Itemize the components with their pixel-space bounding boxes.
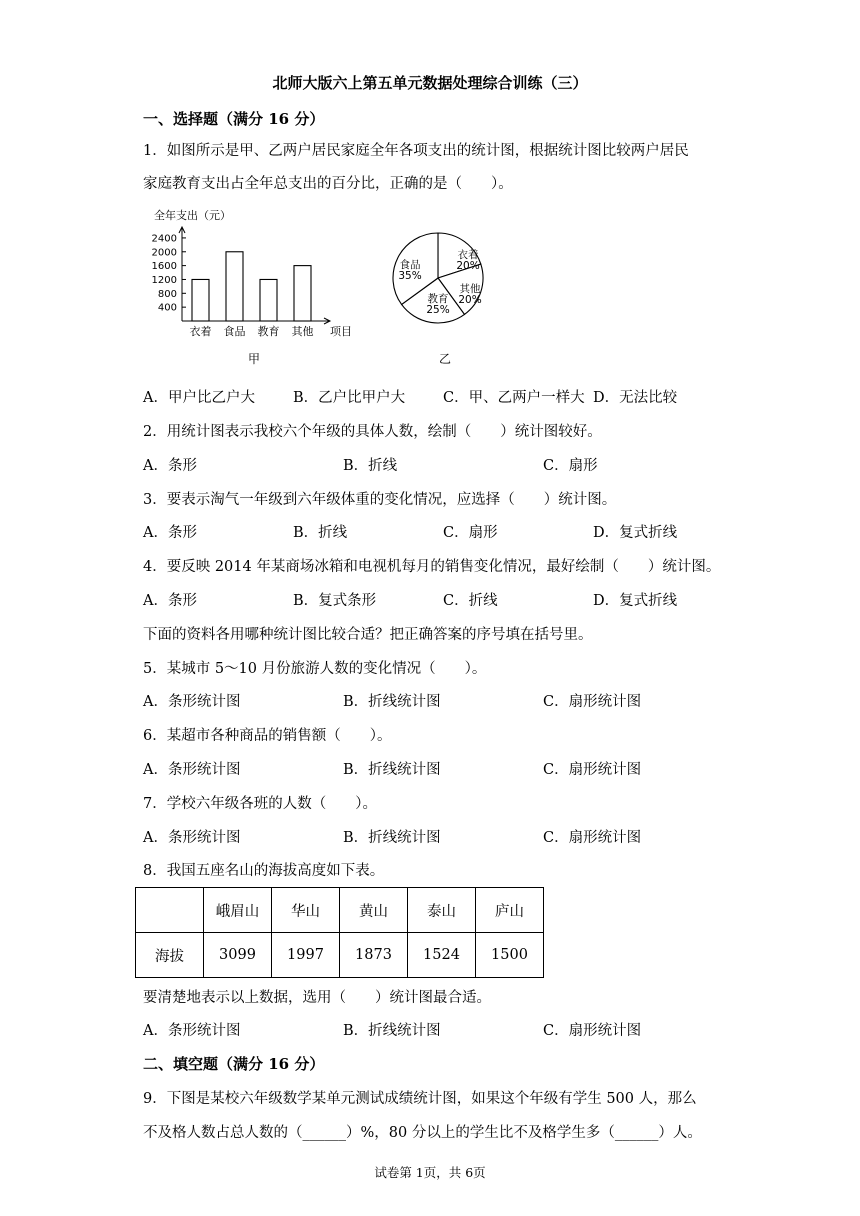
q8-option-b[interactable]: B．折线统计图 (343, 1023, 441, 1039)
table-cell: 1500 (476, 933, 544, 978)
y-tick-label: 1200 (151, 274, 177, 286)
question-1-line-1: 1．如图所示是甲、乙两户居民家庭全年各项支出的统计图，根据统计图比较两户居民 (143, 143, 689, 159)
q8-option-c[interactable]: C．扇形统计图 (543, 1023, 642, 1039)
bar-chart-ticks (152, 233, 186, 313)
q4-option-d[interactable]: D．复式折线 (593, 593, 678, 609)
q3-option-c[interactable]: C．扇形 (443, 525, 498, 541)
q7-option-b[interactable]: B．折线统计图 (343, 830, 441, 846)
table-cell (136, 888, 204, 933)
bar-chart-bars (192, 252, 311, 321)
q5-option-c[interactable]: C．扇形统计图 (543, 694, 642, 710)
bar-衣着 (192, 279, 209, 321)
bar-chart-xlabel: 项目 (330, 325, 352, 338)
q1-option-c[interactable]: C．甲、乙两户一样大 (443, 390, 585, 406)
x-tick-label: 其他 (291, 325, 314, 338)
pie-chart-caption: 乙 (439, 352, 452, 366)
q1-option-a[interactable]: A．甲户比乙户大 (143, 390, 255, 406)
question-5-options (143, 693, 743, 711)
q1-option-b[interactable]: B．乙户比甲户大 (293, 390, 406, 406)
question-3-options (143, 524, 743, 542)
question-8-stem: 8．我国五座名山的海拔高度如下表。 (143, 863, 385, 879)
bar-chart-caption: 甲 (248, 352, 261, 366)
question-7-stem: 7．学校六年级各班的人数（ ）。 (143, 796, 377, 812)
q3-option-d[interactable]: D．复式折线 (593, 525, 678, 541)
question-8-options (143, 1022, 743, 1040)
q6-option-b[interactable]: B．折线统计图 (343, 762, 441, 778)
pie-label: 教育 (427, 293, 449, 305)
pie-label: 食品 (399, 259, 421, 271)
question-1-options (143, 389, 743, 407)
bar-chart-ylabel: 全年支出（元） (154, 209, 231, 222)
q4-option-a[interactable]: A．条形 (143, 593, 197, 609)
table-cell: 海拔 (136, 933, 204, 978)
table-cell: 黄山 (340, 888, 408, 933)
bar-chart-jia (140, 205, 380, 370)
question-4-stem: 4．要反映 2014 年某商场冰箱和电视机每月的销售变化情况，最好绘制（ ）统计图。 (143, 559, 721, 575)
q2-option-b[interactable]: B．折线 (343, 458, 398, 474)
question-7-options (143, 829, 743, 847)
q5-option-a[interactable]: A．条形统计图 (143, 694, 241, 710)
x-tick-label: 食品 (223, 325, 246, 338)
q2-option-c[interactable]: C．扇形 (543, 458, 598, 474)
q8-option-a[interactable]: A．条形统计图 (143, 1023, 241, 1039)
question-2-options (143, 457, 743, 475)
bar-chart-xlabels (190, 324, 314, 338)
table-cell: 华山 (272, 888, 340, 933)
pie-percent-label: 20% (456, 260, 480, 272)
x-tick-label: 衣着 (189, 325, 212, 338)
y-tick-label: 2400 (151, 233, 177, 245)
table-cell: 峨眉山 (204, 888, 272, 933)
table-row (136, 933, 544, 978)
pie-percent-label: 20% (458, 294, 482, 306)
page-title: 北师大版六上第五单元数据处理综合训练（三） (272, 74, 588, 92)
q3-option-a[interactable]: A．条形 (143, 525, 197, 541)
y-tick-label: 400 (157, 302, 177, 314)
q4-option-b[interactable]: B．复式条形 (293, 593, 377, 609)
q7-option-a[interactable]: A．条形统计图 (143, 830, 241, 846)
question-6-options (143, 761, 743, 779)
question-1-line-2: 家庭教育支出占全年总支出的百分比，正确的是（ ）。 (143, 176, 513, 192)
q6-option-c[interactable]: C．扇形统计图 (543, 762, 642, 778)
y-tick-label: 2000 (151, 247, 177, 259)
section-intro: 下面的资料各用哪种统计图比较合适？把正确答案的序号填在括号里。 (143, 627, 593, 643)
q6-option-a[interactable]: A．条形统计图 (143, 762, 241, 778)
table-cell: 1873 (340, 933, 408, 978)
question-2-stem: 2．用统计图表示我校六个年级的具体人数，绘制（ ）统计图较好。 (143, 424, 602, 440)
question-3-stem: 3．要表示淘气一年级到六年级体重的变化情况，应选择（ ）统计图。 (143, 492, 617, 508)
q7-option-c[interactable]: C．扇形统计图 (543, 830, 642, 846)
mountain-height-table (135, 887, 544, 978)
table-cell: 泰山 (408, 888, 476, 933)
question-4-options (143, 592, 743, 610)
q5-option-b[interactable]: B．折线统计图 (343, 694, 441, 710)
q4-option-c[interactable]: C．折线 (443, 593, 498, 609)
bar-教育 (260, 279, 277, 321)
section-fill-heading: 二、填空题（满分 16 分） (143, 1055, 325, 1073)
question-9-line-2: 不及格人数占总人数的（______）%，80 分以上的学生比不及格学生多（______）人。 (143, 1125, 702, 1141)
table-cell: 庐山 (476, 888, 544, 933)
y-tick-label: 1600 (151, 261, 177, 273)
table-cell: 1997 (272, 933, 340, 978)
pie-chart-yi (390, 230, 500, 370)
q3-option-b[interactable]: B．折线 (293, 525, 348, 541)
page-footer: 试卷第 1页，共 6页 (374, 1165, 486, 1180)
table-cell: 3099 (204, 933, 272, 978)
question-5-stem: 5．某城市 5～10 月份旅游人数的变化情况（ ）。 (143, 661, 487, 677)
table-cell: 1524 (408, 933, 476, 978)
q1-option-d[interactable]: D．无法比较 (593, 390, 678, 406)
y-tick-label: 800 (157, 288, 177, 300)
section-choice-heading: 一、选择题（满分 16 分） (143, 110, 325, 128)
pie-label: 其他 (459, 283, 481, 295)
pie-label: 衣着 (457, 249, 479, 261)
pie-percent-label: 25% (426, 304, 450, 316)
question-8-after: 要清楚地表示以上数据，选用（ ）统计图最合适。 (143, 990, 491, 1006)
table-header-row (136, 888, 544, 933)
bar-食品 (226, 252, 243, 321)
pie-percent-label: 35% (398, 270, 422, 282)
x-tick-label: 教育 (257, 325, 280, 338)
bar-其他 (294, 266, 311, 321)
question-6-stem: 6．某超市各种商品的销售额（ ）。 (143, 728, 392, 744)
q2-option-a[interactable]: A．条形 (143, 458, 197, 474)
question-9-line-1: 9．下图是某校六年级数学某单元测试成绩统计图，如果这个年级有学生 500 人，那么 (143, 1091, 697, 1107)
